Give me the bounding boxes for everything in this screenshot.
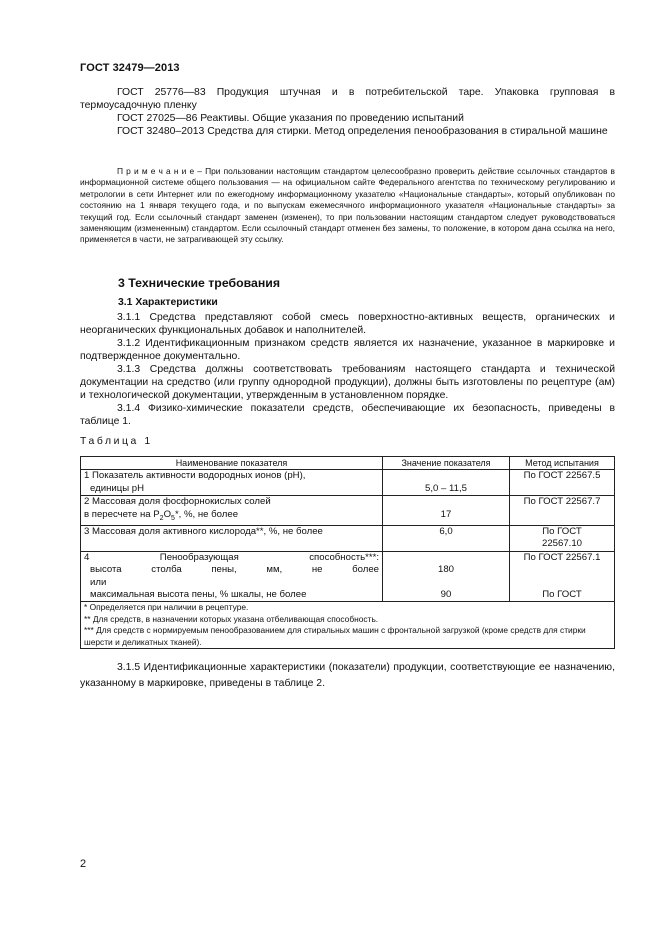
- row-name-line: высота столба пены, мм, не более: [90, 564, 379, 576]
- reference-item: ГОСТ 25776—83 Продукция штучная и в потребительской таре. Упаковка групповая в термоусадочную пленку: [80, 87, 615, 111]
- row-name-cell: [81, 551, 383, 602]
- formula-text: в пересчете на P: [84, 508, 160, 520]
- paragraph: 3.1.1 Средства представляют собой смесь поверхностно-активных веществ, органических и неорганических функциональных добавок и наполнителей.: [80, 312, 615, 336]
- row-value: 17: [440, 508, 452, 520]
- note-block: [80, 166, 615, 246]
- row-value: 90: [440, 588, 452, 600]
- row-method-line: По ГОСТ: [542, 588, 582, 600]
- row-method-line: По ГОСТ 22567.1: [523, 551, 601, 563]
- paragraph: 3.1.5 Идентификационные характеристики (показатели) продукции, соответствующие ее назначению, указанному в маркировке, приведены в таблице 2.: [80, 662, 615, 689]
- row-method-cell: [510, 551, 615, 602]
- header-cell-name: Наименование показателя: [81, 457, 383, 470]
- subsection-title: 3.1 Характеристики: [118, 297, 218, 308]
- header-cell-value: Значение показателя: [383, 457, 510, 470]
- reference-item: ГОСТ 27025—86 Реактивы. Общие указания по проведению испытаний: [117, 113, 464, 124]
- table-footnotes: [81, 602, 615, 649]
- paragraph: 3.1.4 Физико-химические показатели средств, обеспечивающие их безопасность, приведены в таблице 1.: [80, 403, 615, 427]
- row-name-line: 4 Пенообразующая способность***:: [84, 551, 379, 563]
- note-text: – При пользовании настоящим стандартом целесообразно проверить действие ссылочных стандартов в информационной системе общего пользования — на официальном сайте Федерального агентства по техническому регулированию и метрологии в сети Интернет или по ежегодному информационному указателю «Национальные стандарты», который опубликован по состоянию на 1 января текущего года, и по выпускам ежемесячного информационного указателя «Национальные стандарты» за текущий год. Если ссылочный стандарт заменен (изменен), то при пользовании настоящим стандартом следует руководствоваться заменяющим (измененным) стандартом. Если ссылочный стандарт отменен без замены, то положение, в котором дана ссылка на него, применяется в части, не затрагивающей эту ссылку.: [80, 166, 616, 245]
- paragraph-3-1-5: [80, 660, 615, 691]
- formula-text: O: [163, 508, 172, 520]
- note-label: П р и м е ч а н и е: [117, 166, 195, 176]
- row-method-cell: [510, 525, 615, 551]
- row-name-cell: [81, 496, 383, 526]
- paragraph: 3.1.2 Идентификационным признаком средств является их назначение, указанное в маркировке и подтвержденное документально.: [80, 338, 615, 362]
- row-value: 180: [437, 564, 454, 576]
- footnote: ** Для средств, в назначении которых указана отбеливающая способность.: [84, 613, 379, 624]
- table-row: [81, 470, 615, 496]
- row-name-cell: [81, 470, 383, 496]
- table-row: [81, 496, 615, 526]
- row-method-cell: По ГОСТ 22567.5: [510, 470, 615, 496]
- reference-item: ГОСТ 32480–2013 Средства для стирки. Метод определения пенообразования в стиральной машине: [117, 126, 608, 137]
- normative-references: [80, 86, 615, 138]
- paragraph: 3.1.3 Средства должны соответствовать требованиям настоящего стандарта и технической документации на средство (или группу однородной продукции), должны быть изготовлены по рецептуре (ам) и технологической документации, утвержденным в установленном порядке.: [80, 364, 615, 401]
- table-row: [81, 525, 615, 551]
- row-name-line: 2 Массовая доля фосфорнокислых солей: [84, 496, 271, 508]
- table-header-row: [81, 457, 615, 470]
- row-name-line: максимальная высота пены, % шкалы, не более: [90, 588, 307, 600]
- page-number: 2: [80, 858, 87, 870]
- row-value: 5,0 – 11,5: [425, 482, 467, 494]
- row-value-cell: [383, 496, 510, 526]
- row-method-line: 22567.10: [541, 538, 582, 550]
- formula-subscript: 2: [159, 514, 164, 522]
- table-footnotes-row: [81, 602, 615, 649]
- row-value-cell: 6,0: [383, 525, 510, 551]
- table-caption: Таблица 1: [80, 436, 153, 447]
- row-name-cell: 3 Массовая доля активного кислорода**, %, не более: [81, 525, 383, 551]
- row-name-line: единицы pH: [90, 482, 145, 494]
- section-title: 3 Технические требования: [118, 276, 280, 290]
- row-value-cell: [383, 551, 510, 602]
- table-row: [81, 551, 615, 602]
- row-name-line: 1 Показатель активности водородных ионов (pH),: [84, 470, 306, 482]
- row-method-cell: По ГОСТ 22567.7: [510, 496, 615, 526]
- formula-text: *, %, не более: [174, 508, 239, 520]
- document-code-header: ГОСТ 32479—2013: [80, 62, 180, 74]
- row-name-line: [84, 509, 379, 525]
- row-name-line: или: [90, 576, 107, 588]
- characteristics-table: [80, 456, 615, 649]
- section-paragraphs: [80, 311, 615, 428]
- footnote: * Определяется при наличии в рецептуре.: [84, 602, 249, 613]
- row-value-cell: [383, 470, 510, 496]
- header-cell-method: Метод испытания: [510, 457, 615, 470]
- formula-subscript: 5: [171, 514, 175, 522]
- row-method-line: По ГОСТ: [542, 525, 582, 537]
- footnote: *** Для средств с нормируемым пенообразованием для стиральных машин с фронтальной загрузкой (кроме средств для стирки шерсти и деликатных тканей).: [84, 625, 586, 647]
